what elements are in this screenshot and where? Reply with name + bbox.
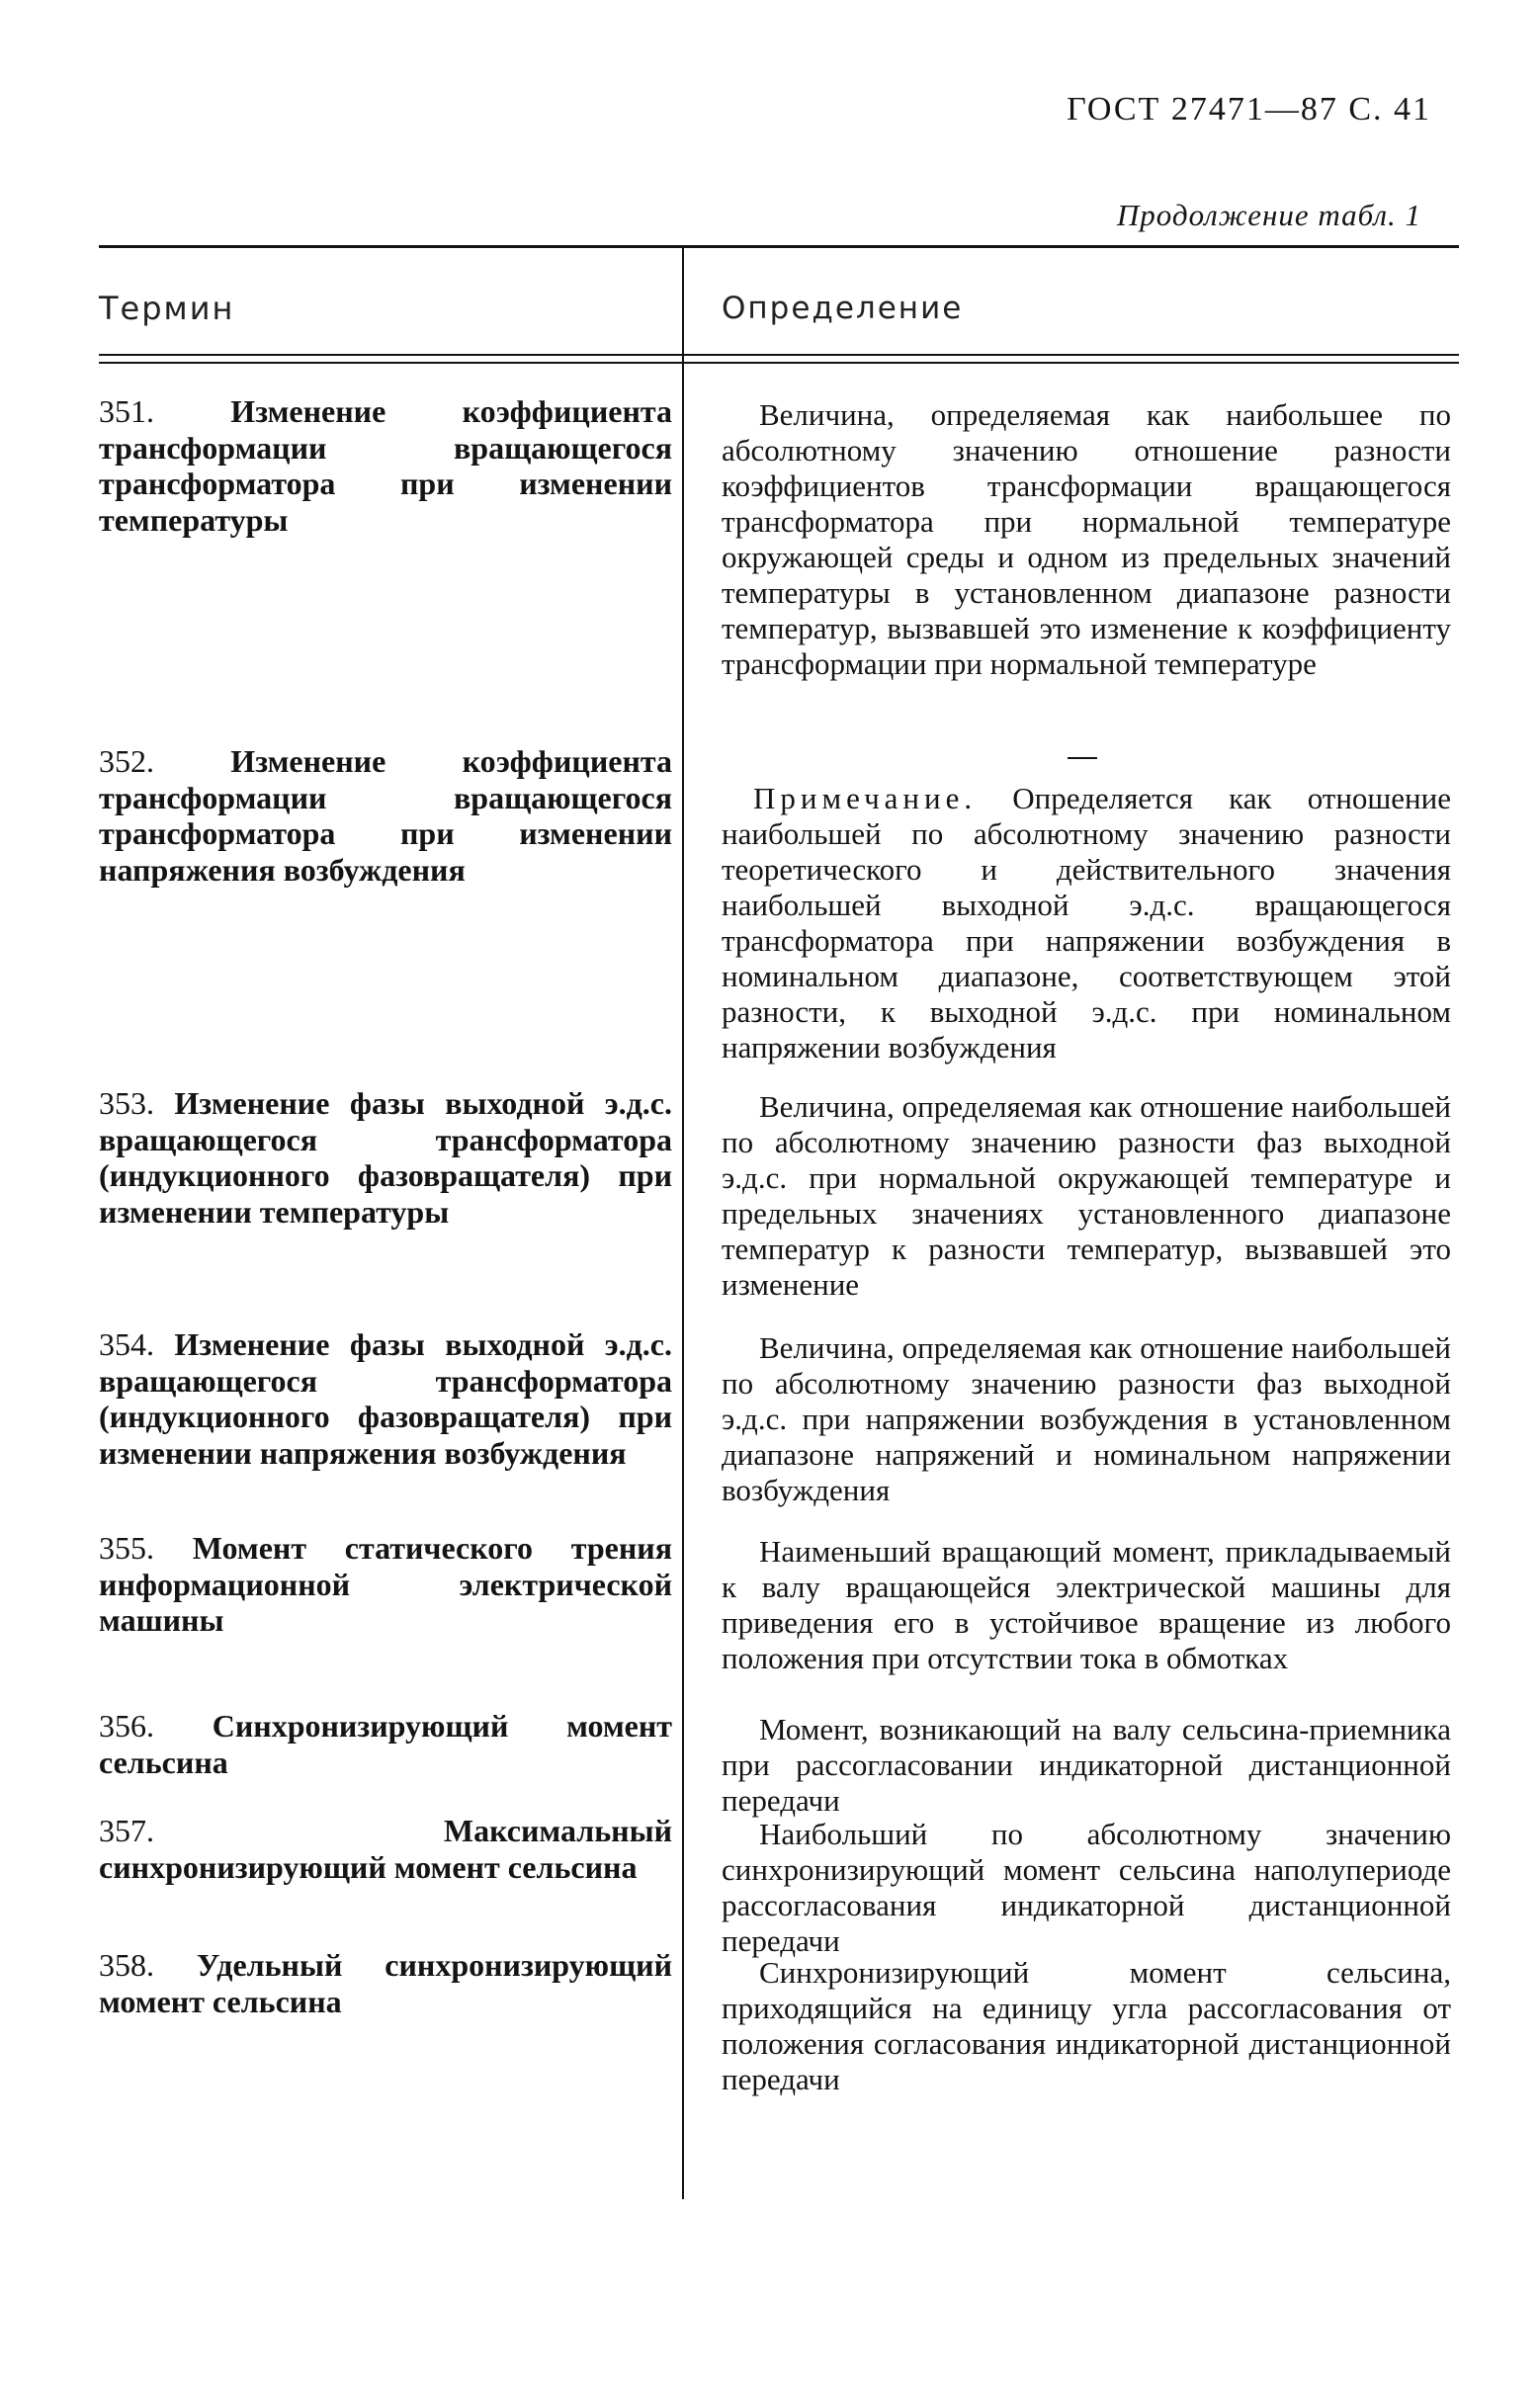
term-352 bbox=[99, 743, 672, 888]
term-number: 357. bbox=[99, 1813, 154, 1848]
definition-356: Момент, возникающий на валу сельсина-приемника при рассогласовании индикаторной дистанционной передачи bbox=[722, 1712, 1451, 1818]
term-name: Изменение фазы выходной э.д.с. вращающегося трансформатора (индукционного фазовращателя) при изменении температуры bbox=[99, 1085, 673, 1230]
term-name: Максимальный синхронизирующий момент сельсина bbox=[99, 1813, 672, 1885]
note-text: Определяется как отношение наибольшей по абсолютному значению разности теоретического и действительного значения наибольшей выходной э.д.с. вращающегося трансформатора при напряжении возбуждения в номинальном диапазоне, соответствующем этой разности, к выходной э.д.с. при номинальном напряжении возбуждения bbox=[722, 781, 1451, 1064]
term-357 bbox=[99, 1813, 672, 1885]
term-355 bbox=[99, 1530, 672, 1639]
definition-355: Наименьший вращающий момент, прикладываемый к валу вращающейся электрической машины для приведения его в устойчивое вращение из любого положения при отсутствии тока в обмотках bbox=[722, 1534, 1451, 1675]
definition-354: Величина, определяемая как отношение наибольшей по абсолютному значению разности фаз выходной э.д.с. при напряжении возбуждения в установленном диапазоне напряжений и номинальном напряжении возбуждения bbox=[722, 1330, 1451, 1507]
page-header: ГОСТ 27471—87 С. 41 bbox=[1067, 91, 1431, 128]
term-name: Изменение фазы выходной э.д.с. вращающегося трансформатора (индукционного фазовращателя) при изменении напряжения возбуждения bbox=[99, 1326, 673, 1471]
definition-357: Наибольший по абсолютному значению синхронизирующий момент сельсина наполупериоде рассогласования индикаторной дистанционной передачи bbox=[722, 1817, 1451, 1958]
term-number: 356. bbox=[99, 1708, 154, 1744]
term-number: 353. bbox=[99, 1085, 154, 1121]
term-353 bbox=[99, 1085, 672, 1230]
definition-358: Синхронизирующий момент сельсина, приходящийся на единицу угла рассогласования от положения согласования индикаторной дистанционной передачи bbox=[722, 1955, 1451, 2096]
term-name: Момент статического трения информационной электрической машины bbox=[99, 1530, 673, 1638]
column-header-definition: Определение bbox=[722, 291, 964, 326]
column-header-term: Термин bbox=[99, 290, 235, 327]
note-label: Примечание. bbox=[753, 781, 978, 815]
term-number: 351. bbox=[99, 393, 154, 429]
term-name: Изменение коэффициента трансформации вращающегося трансформатора при изменении температуры bbox=[99, 393, 672, 538]
term-356 bbox=[99, 1708, 672, 1780]
term-name: Синхронизирующий момент сельсина bbox=[99, 1708, 672, 1780]
term-number: 354. bbox=[99, 1326, 154, 1362]
term-358 bbox=[99, 1947, 672, 2019]
definition-353: Величина, определяемая как отношение наибольшей по абсолютному значению разности фаз выходной э.д.с. при нормальной окружающей температуре и предельных значениях установленного диапазоне температур к разности температур, вызвавшей это изменение bbox=[722, 1089, 1451, 1302]
definition-352-dash bbox=[1068, 757, 1097, 759]
term-351 bbox=[99, 393, 672, 538]
term-number: 355. bbox=[99, 1530, 154, 1566]
note-352 bbox=[722, 781, 1451, 1065]
term-number: 352. bbox=[99, 743, 154, 779]
definition-351: Величина, определяемая как наибольшее по абсолютному значению отношение разности коэффициентов трансформации вращающегося трансформатора при нормальной температуре окружающей среды и одном из предельных значений температуры в установленном диапазоне разности температур, вызвавшей это изменение к коэффициенту трансформации при нормальной температуре bbox=[722, 397, 1451, 681]
term-name: Изменение коэффициента трансформации вращающегося трансформатора при изменении напряжения возбуждения bbox=[99, 743, 672, 888]
term-354 bbox=[99, 1326, 672, 1471]
term-name: Удельный синхронизирующий момент сельсина bbox=[99, 1947, 673, 2019]
table-caption: Продолжение табл. 1 bbox=[1116, 198, 1421, 232]
term-number: 358. bbox=[99, 1947, 154, 1983]
